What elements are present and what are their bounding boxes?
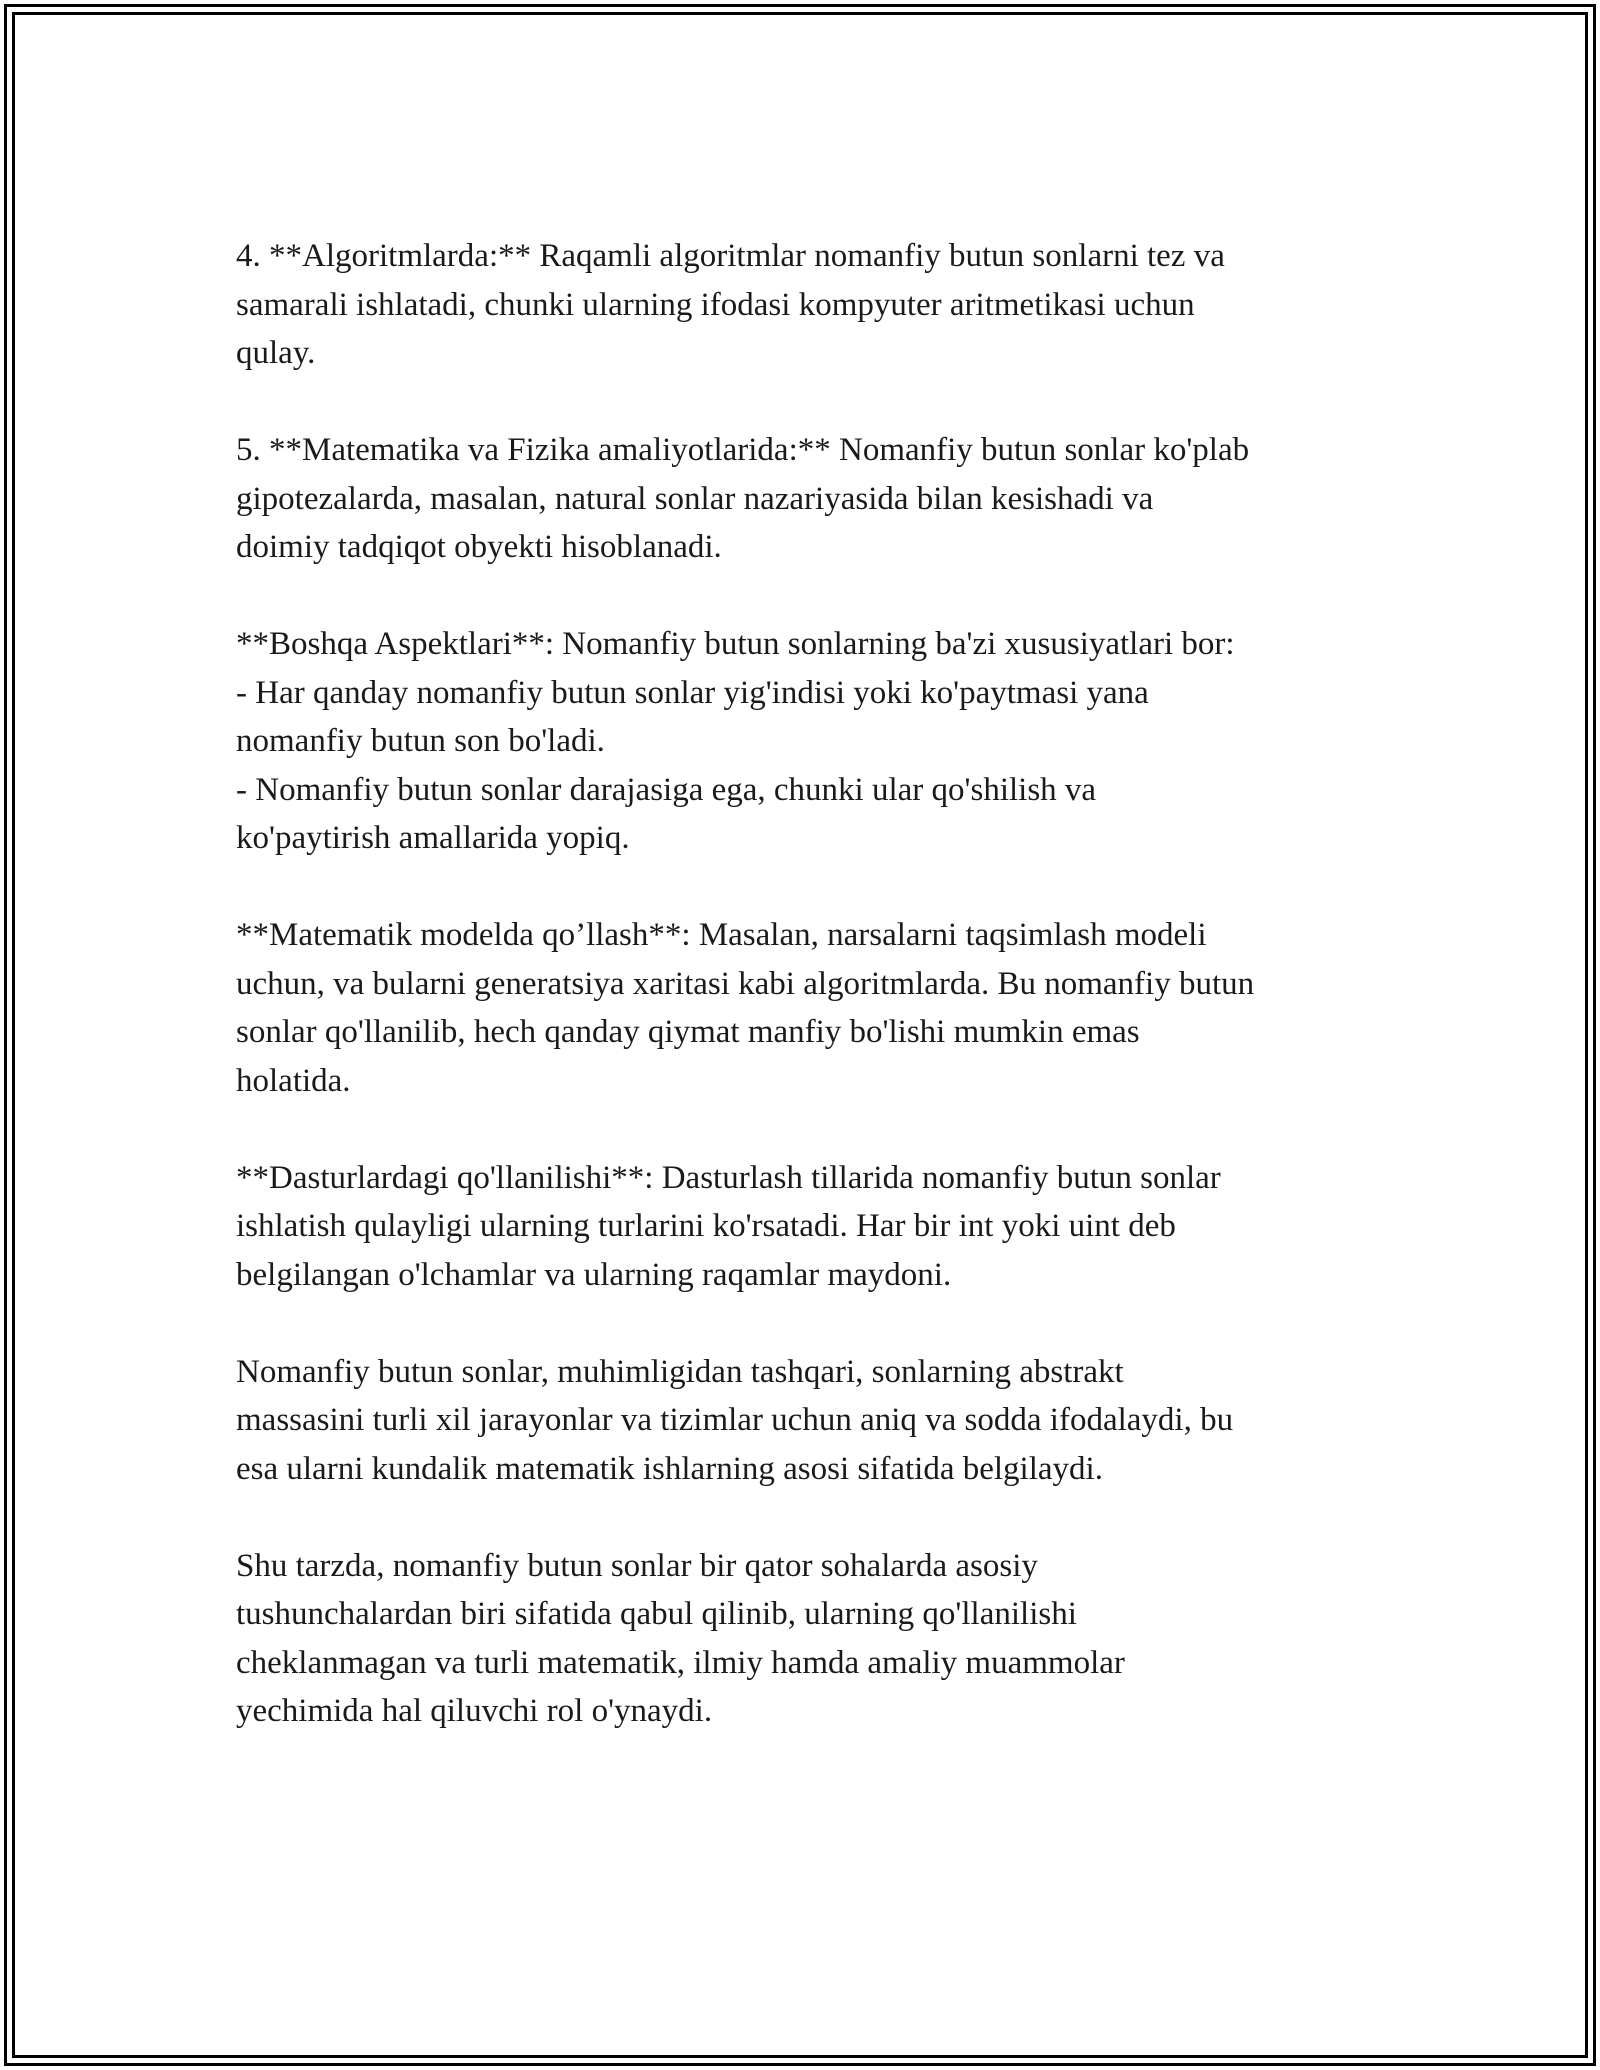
text-line: doimiy tadqiqot obyekti hisoblanadi.: [236, 529, 722, 565]
text-line: **Matematik modelda qo’llash**: Masalan, narsalarni taqsimlash modeli: [236, 917, 1207, 953]
document-body: [236, 232, 1396, 1784]
paragraph-boshqa-aspektlari: [236, 620, 1396, 863]
text-line: Nomanfiy butun sonlar, muhimligidan tashqari, sonlarning abstrakt: [236, 1353, 1124, 1390]
text-line: yechimida hal qiluvchi rol o'ynaydi.: [236, 1693, 713, 1729]
list-item-line: - Har qanday nomanfiy butun sonlar yig'indisi yoki ko'paytmasi yana: [236, 674, 1149, 711]
paragraph-xulosa: [236, 1542, 1396, 1736]
text-line: **Dasturlardagi qo'llanilishi**: Dasturlash tillarida nomanfiy butun sonlar: [236, 1159, 1221, 1196]
text-line: massasini turli xil jarayonlar va tizimlar uchun aniq va sodda ifodalaydi, bu: [236, 1402, 1234, 1438]
paragraph-dasturlar: [236, 1154, 1396, 1300]
paragraph-matematika-fizika: [236, 426, 1396, 572]
text-line: 5. **Matematika va Fizika amaliyotlarida:** Nomanfiy butun sonlar ko'plab: [236, 432, 1250, 468]
list-item-line: nomanfiy butun son bo'ladi.: [236, 723, 605, 759]
paragraph-algoritmlarda: [236, 232, 1396, 378]
text-line: cheklanmagan va turli matematik, ilmiy hamda amaliy muammolar: [236, 1644, 1125, 1681]
text-line: Shu tarzda, nomanfiy butun sonlar bir qator sohalarda asosiy: [236, 1547, 1038, 1584]
text-line: qulay.: [236, 335, 316, 371]
text-line: **Boshqa Aspektlari**: Nomanfiy butun sonlarning ba'zi xususiyatlari bor:: [236, 626, 1235, 662]
text-line: uchun, va bularni generatsiya xaritasi kabi algoritmlarda. Bu nomanfiy butun: [236, 965, 1255, 1002]
text-line: gipotezalarda, masalan, natural sonlar nazariyasida bilan kesishadi va: [236, 480, 1154, 517]
text-line: tushunchalardan biri sifatida qabul qilinib, ularning qo'llanilishi: [236, 1596, 1077, 1632]
text-line: holatida.: [236, 1062, 351, 1099]
list-item-line: ko'paytirish amallarida yopiq.: [236, 820, 630, 856]
text-line: belgilangan o'lchamlar va ularning raqamlar maydoni.: [236, 1256, 952, 1293]
text-line: sonlar qo'llanilib, hech qanday qiymat manfiy bo'lishi mumkin emas: [236, 1014, 1140, 1050]
text-line: samarali ishlatadi, chunki ularning ifodasi kompyuter aritmetikasi uchun: [236, 286, 1195, 323]
list-item-line: - Nomanfiy butun sonlar darajasiga ega, chunki ular qo'shilish va: [236, 771, 1097, 808]
paragraph-muhimlik: [236, 1348, 1396, 1494]
text-line: 4. **Algoritmlarda:** Raqamli algoritmlar nomanfiy butun sonlarni tez va: [236, 238, 1225, 274]
text-line: ishlatish qulayligi ularning turlarini ko'rsatadi. Har bir int yoki uint deb: [236, 1208, 1176, 1244]
paragraph-matematik-model: [236, 911, 1396, 1105]
text-line: esa ularni kundalik matematik ishlarning asosi sifatida belgilaydi.: [236, 1450, 1103, 1487]
